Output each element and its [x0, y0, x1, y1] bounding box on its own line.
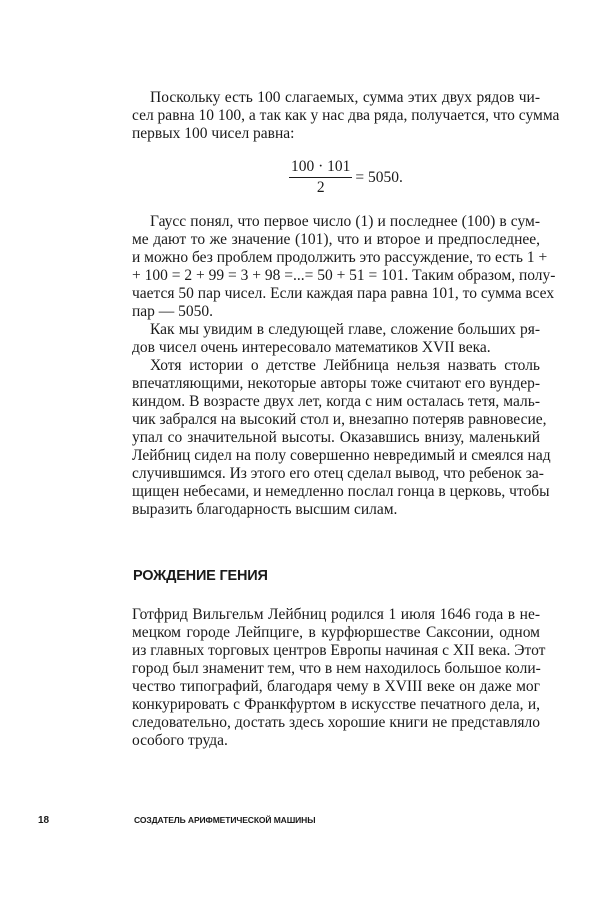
formula-result: = 5050.	[355, 168, 403, 186]
section-heading: РОЖДЕНИЕ ГЕНИЯ	[133, 568, 268, 584]
text-line: + 100 = 2 + 99 = 3 + 98 =...= 50 + 51 = 101. Таким образом, полу-	[132, 267, 556, 284]
numerator: 100 · 101	[289, 158, 352, 178]
paragraph	[132, 606, 546, 750]
text-line: Гаусс понял, что первое число (1) и последнее (100) в сум-	[150, 213, 540, 230]
text-line: выразить благодарность высшим силам.	[132, 501, 398, 518]
text-line: город был знаменит тем, что в нем находилось большое коли-	[132, 660, 541, 677]
running-title: СОЗДАТЕЛЬ АРИФМЕТИЧЕСКОЙ МАШИНЫ	[134, 815, 316, 825]
text-line: первых 100 чисел равна:	[132, 125, 295, 142]
text-block-top	[132, 89, 560, 143]
text-line: Лейбниц сидел на полу совершенно невредимый и смеялся над	[132, 447, 551, 464]
text-line: и можно без проблем продолжить это рассуждение, то есть 1 +	[132, 249, 548, 266]
paragraph	[132, 89, 560, 143]
text-line: щищен небесами, и немедленно послал гонца в церковь, чтобы	[132, 483, 550, 500]
text-line: конкурировать с Франкфуртом в искусстве печатного дела, и,	[132, 696, 540, 713]
text-line: Как мы увидим в следующей главе, сложение больших ря-	[150, 321, 540, 338]
text-line: следовательно, достать здесь хорошие книги не представляло	[132, 714, 540, 731]
text-line: ме дают то же значение (101), что и второе и предпоследнее,	[132, 231, 540, 248]
fraction	[289, 158, 352, 197]
text-line: чик забрался на высокий стол и, внезапно потеряв равновесие,	[132, 411, 547, 428]
text-line: сел равна 10 100, а так как у нас два ряда, получается, что сумма	[132, 107, 560, 124]
text-line: упал со значительной высоты. Оказавшись внизу, маленький	[132, 429, 540, 446]
text-line: дов чисел очень интересовало математиков XVII века.	[132, 339, 491, 356]
text-line: пар — 5050.	[132, 303, 214, 320]
text-line: Готфрид Вильгельм Лейбниц родился 1 июля 1646 года в не-	[132, 606, 540, 623]
text-line: впечатляющими, некоторые авторы тоже считают его вундер-	[132, 375, 540, 392]
paragraph	[132, 213, 556, 321]
denominator: 2	[316, 179, 325, 196]
text-line: Хотя истории о детстве Лейбница нельзя назвать столь	[150, 357, 540, 374]
text-line: из главных торговых центров Европы начиная с XII века. Этот	[132, 642, 546, 659]
text-line: киндом. В возрасте двух лет, когда с ним осталась тетя, маль-	[132, 393, 540, 410]
text-block-mid	[132, 213, 556, 519]
formula	[289, 158, 403, 197]
text-line: чество типографий, благодаря чему в XVIII веке он даже мог	[132, 678, 540, 695]
text-line: случившимся. Из этого его отец сделал вывод, что ребенок за-	[132, 465, 544, 482]
text-line: мецком городе Лейпциге, в курфюршестве Саксонии, одном	[132, 624, 540, 641]
text-block-section	[132, 606, 546, 750]
text-line: чается 50 пар чисел. Если каждая пара равна 101, то сумма всех	[132, 285, 555, 302]
text-line: особого труда.	[132, 732, 228, 749]
paragraph	[132, 357, 551, 519]
text-line: Поскольку есть 100 слагаемых, сумма этих двух рядов чи-	[150, 89, 540, 106]
page-number: 18	[38, 815, 50, 826]
paragraph	[132, 321, 540, 357]
